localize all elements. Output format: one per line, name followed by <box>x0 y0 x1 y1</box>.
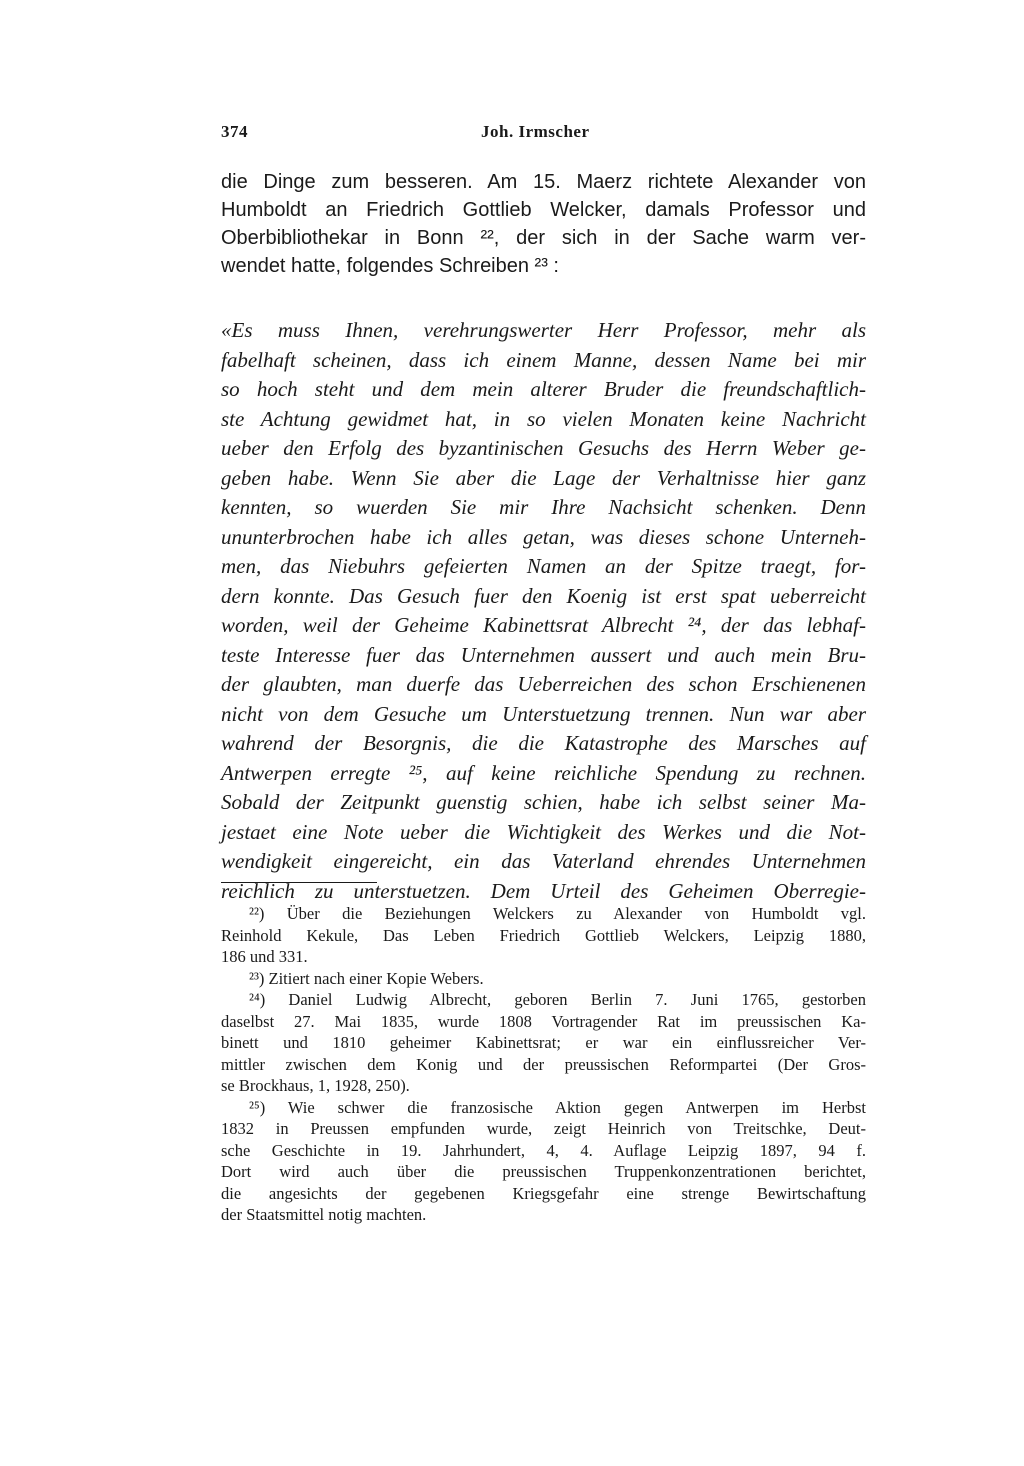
footnote-line: binett und 1810 geheimer Kabinettsrat; er war ein einflussreicher Ver- <box>221 1033 866 1052</box>
quote-line: men, das Niebuhrs gefeierten Namen an der Spitze traegt, for- <box>221 554 866 578</box>
footnote-separator <box>221 882 377 883</box>
footnote-line: ²²) Über die Beziehungen Welckers zu Alexander von Humboldt vgl. <box>249 904 866 923</box>
quote-line: Sobald der Zeitpunkt guenstig schien, habe ich selbst seiner Ma- <box>221 790 866 814</box>
footnote-line: der Staatsmittel notig machten. <box>221 1205 427 1224</box>
footnote-line: ²⁵) Wie schwer die franzosische Aktion gegen Antwerpen im Herbst <box>249 1097 866 1117</box>
body-line: wendet hatte, folgendes Schreiben ²³ : <box>221 255 559 277</box>
footnote-line: ²³) Zitiert nach einer Kopie Webers. <box>249 968 484 988</box>
body-line: die Dinge zum besseren. Am 15. Maerz richtete Alexander von <box>221 171 866 193</box>
quote-line: ste Achtung gewidmet hat, in so vielen Monaten keine Nachricht <box>221 406 866 431</box>
footnote-line: Dort wird auch über die preussischen Truppenkonzentrationen berichtet, <box>221 1162 866 1181</box>
quote-line: jestaet eine Note ueber die Wichtigkeit des Werkes und die Not- <box>221 819 866 844</box>
quote-line: geben habe. Wenn Sie aber die Lage der Verhaltnisse hier ganz <box>221 465 866 490</box>
footnote-line: 186 und 331. <box>221 947 308 966</box>
footnote-line: daselbst 27. Mai 1835, wurde 1808 Vortragender Rat im preussischen Ka- <box>221 1011 866 1031</box>
footnote-line: sche Geschichte in 19. Jahrhundert, 4, 4. Auflage Leipzig 1897, 94 f. <box>221 1140 866 1160</box>
quote-line: teste Interesse fuer das Unternehmen aussert und auch mein Bru- <box>221 642 866 667</box>
body-line: Humboldt an Friedrich Gottlieb Welcker, damals Professor und <box>221 199 866 221</box>
footnote-line: mittler zwischen dem Konig und der preussischen Reformpartei (Der Gros- <box>221 1054 866 1074</box>
footnotes <box>221 903 866 1226</box>
quote-line: fabelhaft scheinen, dass ich einem Manne, dessen Name bei mir <box>221 347 866 372</box>
quote-line: Antwerpen erregte ²⁵, auf keine reichliche Spendung zu rechnen. <box>221 760 866 785</box>
footnote-line: die angesichts der gegebenen Kriegsgefahr eine strenge Bewirtschaftung <box>221 1183 866 1203</box>
quote-line: der glaubten, man duerfe das Ueberreichen des schon Erschienenen <box>221 672 866 696</box>
quote-line: nicht von dem Gesuche um Unterstuetzung trennen. Nun war aber <box>221 701 866 726</box>
quote-line: kennten, so wuerden Sie mir Ihre Nachsicht schenken. Denn <box>221 495 866 519</box>
footnote-line: Reinhold Kekule, Das Leben Friedrich Gottlieb Welckers, Leipzig 1880, <box>221 925 866 945</box>
body-line: Oberbibliothekar in Bonn ²², der sich in der Sache warm ver- <box>221 227 866 249</box>
quote-line: worden, weil der Geheime Kabinettsrat Albrecht ²⁴, der das lebhaf- <box>221 613 866 637</box>
quote-line: dern konnte. Das Gesuch fuer den Koenig ist erst spat ueberreicht <box>221 583 866 608</box>
quoted-letter <box>221 316 866 906</box>
quote-line: wahrend der Besorgnis, die die Katastrophe des Marsches auf <box>221 731 866 755</box>
quote-line: «Es muss Ihnen, verehrungswerter Herr Professor, mehr als <box>221 318 866 342</box>
quote-line: ununterbrochen habe ich alles getan, was dieses schone Unterneh- <box>221 524 866 549</box>
quote-line: so hoch steht und dem mein alterer Bruder die freundschaftlich- <box>221 377 866 401</box>
quote-line: ueber den Erfolg des byzantinischen Gesuchs des Herrn Weber ge- <box>221 436 866 460</box>
page-number: 374 <box>221 122 248 141</box>
running-head-author: Joh. Irmscher <box>481 122 590 141</box>
body-paragraph <box>221 168 866 280</box>
footnote-line: ²⁴) Daniel Ludwig Albrecht, geboren Berlin 7. Juni 1765, gestorben <box>249 990 866 1009</box>
quote-line: wendigkeit eingereicht, ein das Vaterland ehrendes Unternehmen <box>221 849 866 873</box>
quote-line: reichlich zu unterstuetzen. Dem Urteil des Geheimen Oberregie- <box>221 878 866 903</box>
footnote-line: se Brockhaus, 1, 1928, 250). <box>221 1076 410 1095</box>
footnote-line: 1832 in Preussen empfunden wurde, zeigt Heinrich von Treitschke, Deut- <box>221 1119 866 1138</box>
